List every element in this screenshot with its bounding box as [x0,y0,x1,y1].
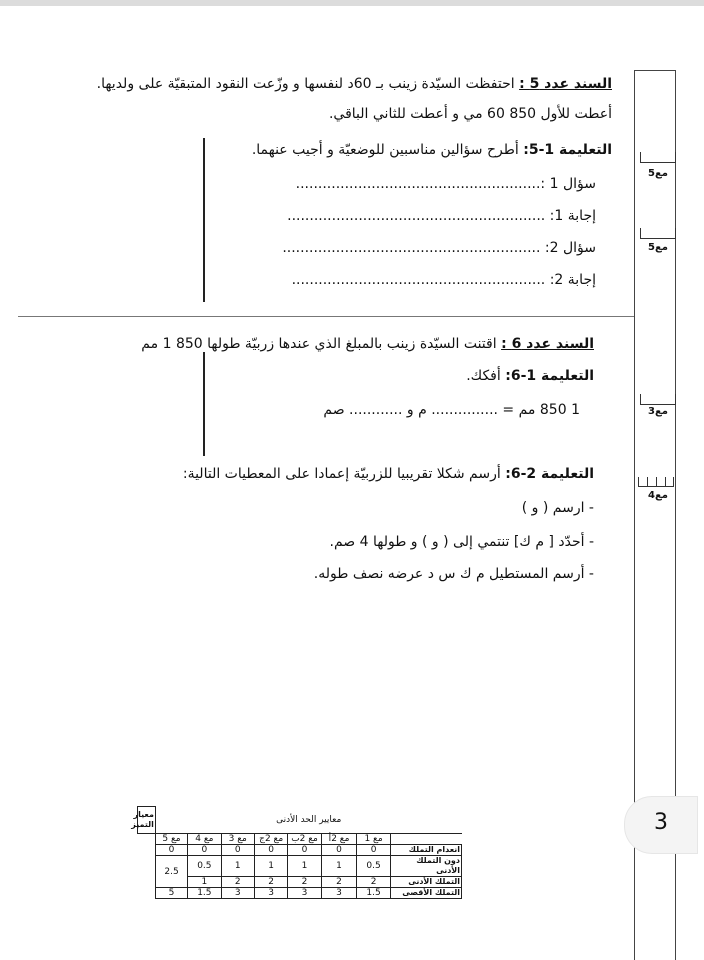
section-divider [18,316,634,317]
instruction-6-1-text: أفكك. [466,368,501,384]
instruction-6-2 [183,464,594,484]
table-cell: 0 [155,845,187,856]
blank-cell [138,856,156,877]
row-label: دون التملك الأدنى [390,856,461,877]
margin-bracket-1 [640,152,676,163]
margin-bracket-2 [640,228,676,239]
criteria-table [131,806,462,899]
section5-heading: السند عدد 5 : [519,76,612,92]
margin-label-3: مع3 [648,406,668,417]
table-cell: 0.5 [188,856,221,877]
margin-label-1: مع5 [648,168,668,179]
col-header: مع 3 [221,834,254,845]
table-cell: 1 [288,856,321,877]
page-number: 3 [654,810,668,835]
row-label: انعدام التملك [390,845,461,856]
section5-line1 [97,74,612,94]
margin-label-2: مع5 [648,242,668,253]
blank-cell [138,877,156,888]
table-cell: 3 [221,888,254,899]
section5-text1: احتفظت السيّدة زينب بـ 60د لنفسها و وزّعت النقود المتبقيّة على ولديها. [96,76,515,92]
instruction-5-1-label: التعليمة 1-5: [523,142,612,158]
instruction-6-2-text: أرسم شكلا تقريبيا للزربيّة إعمادا على المعطيات التالية: [182,466,501,482]
question-1: سؤال 1 :....................................................... [295,176,596,192]
instruction-5-1 [252,140,612,160]
table-cell: 3 [288,888,321,899]
col-header: مع 2أ [321,834,357,845]
table-title: معايير الحد الأدنى [155,807,461,834]
blank-cell [138,834,156,845]
table-cell: 0 [254,845,287,856]
table-cell: 0.5 [357,856,390,877]
bullet-1: - ارسم ( و ) [521,500,594,516]
table-cell: 2 [221,877,254,888]
bullet-2: - أحدّد [ م ك] تنتمي إلى ( و ) و طولها 4 صم. [329,534,594,550]
table-cell: 0 [288,845,321,856]
vertical-rule [203,138,205,302]
col-header: مع 1 [357,834,390,845]
table-cell: 2 [357,877,390,888]
section6-text: اقتنت السيّدة زينب بالمبلغ الذي عندها زربيّة طولها 850 1 مم [141,336,497,352]
blank-corner [390,834,461,845]
table-cell: 0 [357,845,390,856]
col-header: مع 4 [188,834,221,845]
table-row [138,856,462,877]
table-cell: 0 [188,845,221,856]
table-cell: 3 [321,888,357,899]
bullet-3: - أرسم المستطيل م ك س د عرضه نصف طوله. [313,566,594,582]
top-scrollbar [0,0,704,6]
section5-text2: أعطت للأول 850 60 مي و أعطت للثاني الباقي. [328,106,612,122]
vertical-rule-2 [203,352,205,456]
margin-label-4: مع4 [648,490,668,501]
col-header: مع 5 [155,834,187,845]
col-header: مع 2ب [288,834,321,845]
section6-line1 [141,334,594,354]
row-label: التملك الأدنى [390,877,461,888]
table-cell: 1 [221,856,254,877]
excellence-cell: 2.5 [155,856,187,888]
table-header-row [138,834,462,845]
instruction-6-2-label: التعليمة 2-6: [505,466,594,482]
margin-bracket-3 [640,394,676,405]
table-cell: 5 [155,888,187,899]
table-title-row [138,807,462,834]
section6-heading: السند عدد 6 : [501,336,594,352]
table-cell: 0 [321,845,357,856]
instruction-5-1-text: أطرح سؤالين مناسبين للوضعيّة و أجيب عنهما. [251,142,519,158]
table-row [138,845,462,856]
table-cell: 1 [321,856,357,877]
blank-cell [138,888,156,899]
table-cell: 0 [221,845,254,856]
blank-cell [138,845,156,856]
table-cell: 3 [254,888,287,899]
answer-2: إجابة 2: ......................................................... [291,272,596,288]
table-cell: 2 [321,877,357,888]
table-cell: 2 [254,877,287,888]
instruction-6-1 [466,366,594,386]
row-label: التملك الأقصى [390,888,461,899]
instruction-6-1-label: التعليمة 1-6: [505,368,594,384]
col-header: مع 2ج [254,834,287,845]
table-cell: 1 [254,856,287,877]
table-cell: 1.5 [357,888,390,899]
table-cell: 2 [288,877,321,888]
question-2: سؤال 2: .......................................................... [282,240,596,256]
excellence-header: معيار التميز [138,807,156,834]
answer-1: إجابة 1: .......................................................... [287,208,596,224]
table-cell: 1 [188,877,221,888]
margin-ticks-4 [638,472,674,482]
decompose-line: 1 850 مم = ............... م و ............ صم [323,402,580,418]
table-row [138,888,462,899]
table-cell: 1.5 [188,888,221,899]
